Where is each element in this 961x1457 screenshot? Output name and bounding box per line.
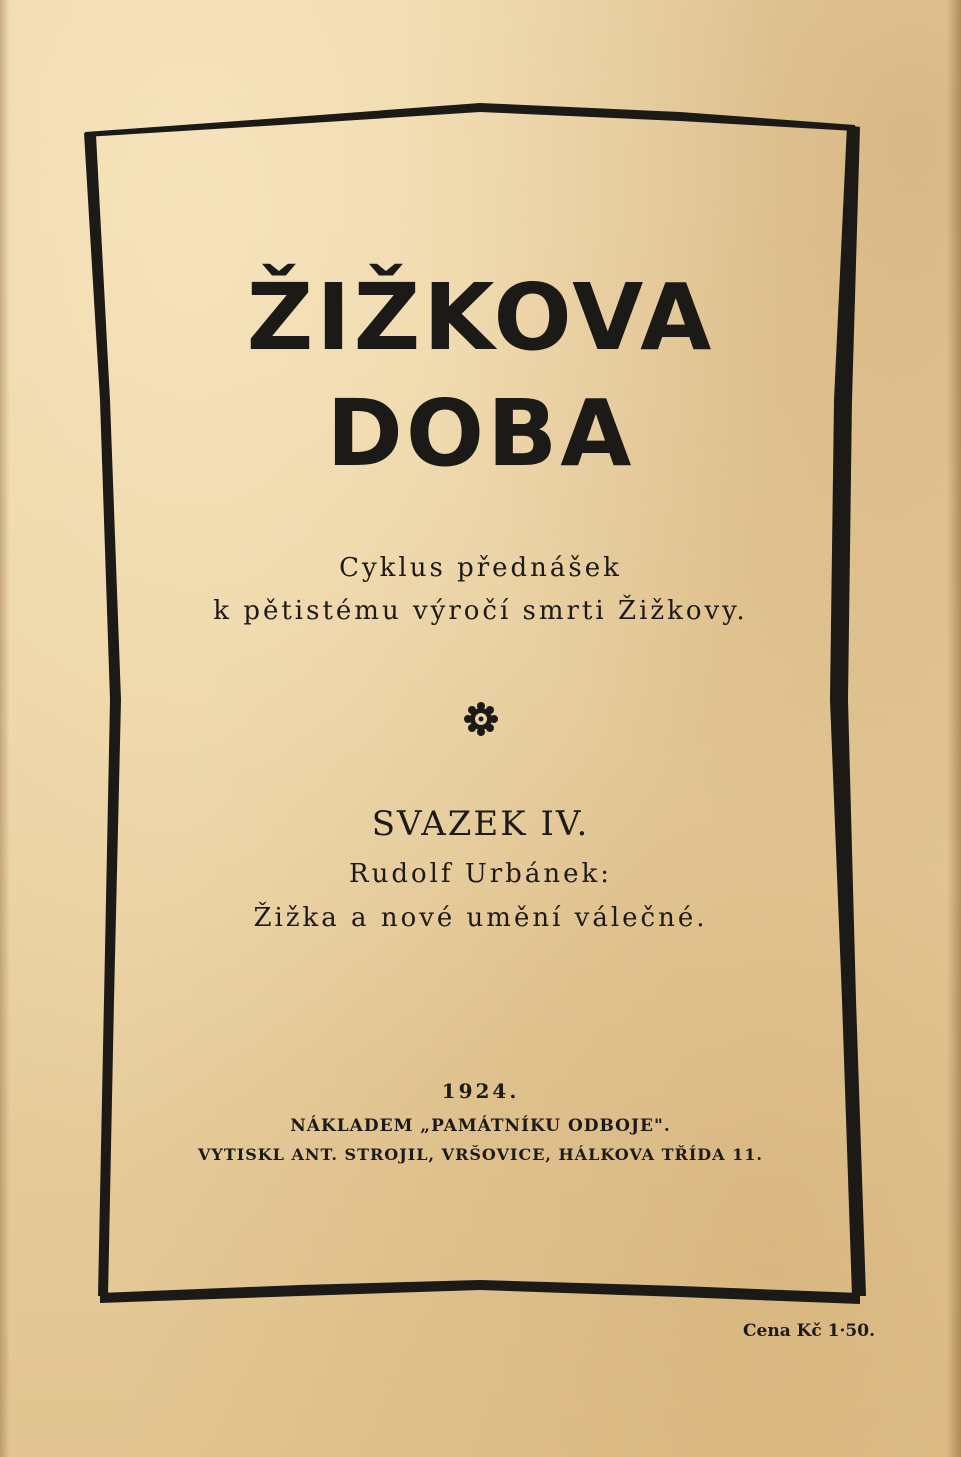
title-line-1: ŽIŽKOVA	[246, 264, 715, 371]
publication-year: 1924.	[441, 1079, 520, 1103]
frame-top-bar	[85, 103, 855, 137]
frame-bottom-bar	[100, 1280, 860, 1304]
author-name: Rudolf Urbánek:	[349, 859, 612, 889]
title-line-2: DOBA	[326, 380, 635, 487]
price-label: Cena Kč 1·50.	[742, 1321, 875, 1341]
subtitle-line-2: k pětistému výročí smrti Žižkovy.	[213, 596, 748, 626]
work-title: Žižka a nové umění válečné.	[253, 903, 708, 933]
printer-line: VYTISKL ANT. STROJIL, VRŠOVICE, HÁLKOVA TŘÍDA 11.	[197, 1145, 763, 1164]
volume-number: SVAZEK IV.	[371, 804, 590, 844]
subtitle-line-1: Cyklus přednášek	[339, 553, 622, 583]
rosette-ornament-icon	[461, 699, 501, 739]
publisher-line: NÁKLADEM „PAMÁTNÍKU ODBOJE".	[290, 1116, 671, 1136]
